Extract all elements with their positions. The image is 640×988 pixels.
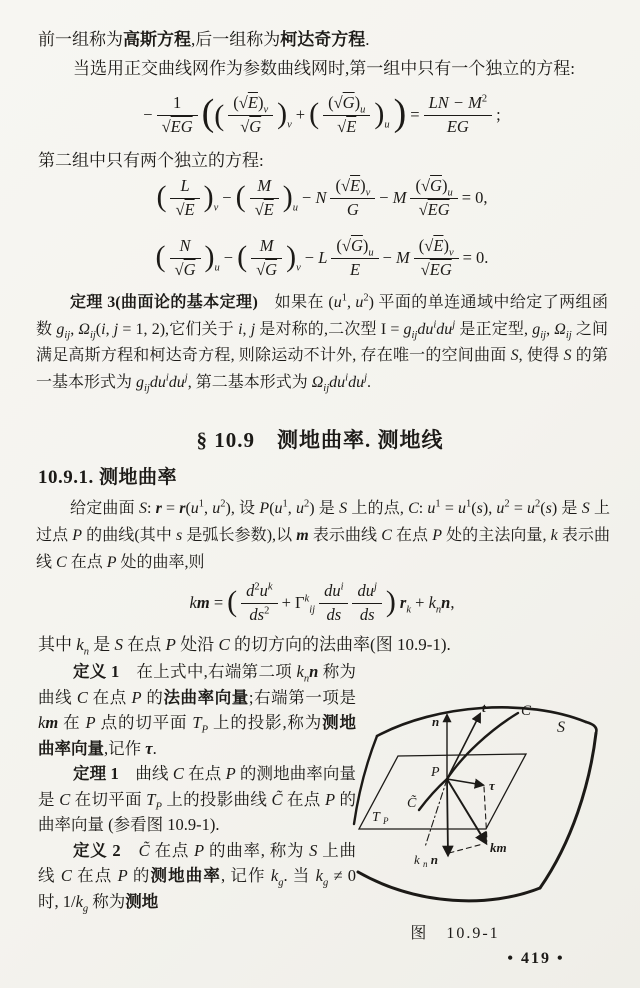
paragraph-second-group: 第二组中只有两个独立的方程: <box>38 151 264 170</box>
vector-tau <box>447 779 483 785</box>
page-number: • 419 • <box>507 950 565 967</box>
figure-label-P: P <box>431 765 440 780</box>
dashed-tau-to-km <box>484 787 487 841</box>
vector-kn-n <box>447 779 448 855</box>
curve-C-projected <box>419 779 447 810</box>
figure-label-tau: τ <box>489 778 495 793</box>
dashed-knn-to-km <box>449 844 483 853</box>
curve-C <box>447 713 518 779</box>
subsection-heading: 10.9.1. 测地曲率 <box>38 467 178 488</box>
figure-label-TP: T $_P$ <box>372 810 389 826</box>
section-heading: § 10.9 测地曲率. 测地线 <box>196 428 444 452</box>
paragraph-gauss-codazzi-naming: 前一组称为高斯方程,后一组称为柯达奇方程. <box>38 30 370 49</box>
formula-codazzi-2: ( $\frac{N}{√G}$ )$_u$ − ( $\frac{M}{√G}$ )$_v$ − L $\frac{(√G)_u}{E}$ − M $\frac{(√E)_v}{√EG}$ = 0. <box>155 235 489 279</box>
paragraph-theorem-3: 定理 3(曲面论的基本定理) 如果在 ($u^1$, $u^2$) 平面的单连通域中给定了两组函数 $g_{ij}$, $\Omega_{ij}(i$, j = 1, 2),它们关于 i, j 是对称的,二次型 $I = g_{ij}du^idu^j$ 是正定型, $g_{ij}$, $\Omega_{ij}$ 之间满足高斯方程和柯达奇方程, 则除运动不计外, 存在唯一的空间曲面 S, 使得 S 的第一基本形式为 $g_{ij}du^idu^j$, 第二基本形式为 $\Omega_{ij}du^idu^j$. <box>36 292 608 394</box>
formula-gauss-equation: − $\frac{1}{√EG}$ (( $\frac{(√E)_v}{√G}$ )$_v$ + ( $\frac{(√G)_u}{√E}$ )$_u$ ) = $\frac{LN - M^2}{EG}$ ; <box>143 92 501 136</box>
formula-codazzi-1: ( $\frac{L}{√E}$ )$_v$ − ( $\frac{M}{√E}$ )$_u$ − N $\frac{(√E)_v}{G}$ − M $\frac{(√G)_u}{√EG}$ = 0, <box>156 175 488 219</box>
paragraph-definition-1: 定义 1 在上式中,右端第二项 $k_nn$ 称为曲线 C 在点 P 的法曲率向量;右端第一项是 km 在 P 点的切平面 $T_P$ 上的投影,称为测地曲率向量,记作 τ. <box>38 662 357 758</box>
figure-caption: 图 10.9-1 <box>410 925 500 942</box>
paragraph-normal-curvature-note: 其中 $k_n$ 是 S 在点 P 处沿 C 的切方向的法曲率(图 10.9-1). <box>38 635 451 658</box>
figure-label-t: t <box>482 700 486 715</box>
figure-label-kn-n: k $_n$ n <box>414 852 439 869</box>
surface-outline <box>354 707 596 900</box>
figure-10-9-1 <box>352 684 624 908</box>
figure-label-S: S <box>557 719 565 736</box>
paragraph-theorem-1: 定理 1 曲线 C 在点 P 的测地曲率向量是 C 在切平面 $T_P$ 上的投影曲线 C̃ 在点 P 的曲率向量 (参看图 10.9-1). <box>38 764 357 834</box>
figure-label-C-projected: C̃ <box>407 796 417 811</box>
figure-label-C: C <box>521 703 532 719</box>
paragraph-given-surface: 给定曲面 S: $r = r(u^1$, $u^2$), 设 $P(u^1$, $u^2$) 是 S 上的点, C: $u^1 = u^1(s)$, $u^2 = u^2(s)$ 是 S 上过点 P 的曲线(其中 s 是弧长参数),以 m 表示曲线 C 在点 P 处的主法向量, k 表示曲线 C 在点 P 处的曲率,则 <box>36 498 610 571</box>
formula-km-decomposition: km = ( $\frac{d^2u^k}{ds^2}$ + $\Gamma^k_{ij}$ $\frac{du^i}{ds}$ $\frac{du^j}{ds}$ ) $r_k + k_nn$, <box>189 580 455 624</box>
paragraph-definition-2: 定义 2 C̃ 在点 P 的曲率, 称为 S 上曲线 C 在点 P 的测地曲率, 记作 $k_g$. 当 $k_g \ne 0$ 时, $1/k_g$ 称为测地 <box>38 840 357 914</box>
vector-km <box>447 779 486 843</box>
left-column <box>38 659 356 914</box>
figure-label-n: n <box>432 714 440 729</box>
paragraph-orthogonal-net: 当选用正交曲线网作为参数曲线网时,第一组中只有一个独立的方程: <box>73 59 575 78</box>
figure-label-km: km <box>490 840 507 855</box>
